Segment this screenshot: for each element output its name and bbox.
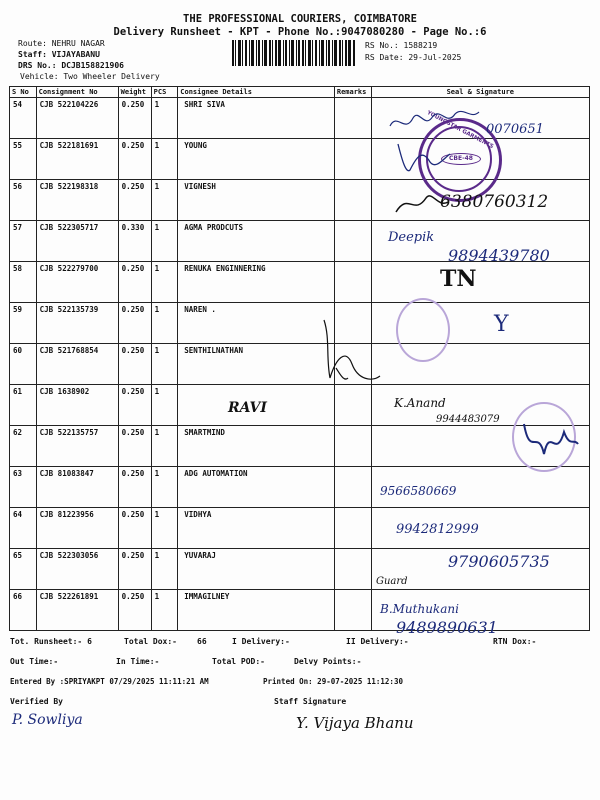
- verified-by-label: Verified By: [10, 697, 63, 706]
- rs-number: RS No.: 1588219: [365, 41, 438, 50]
- pcs-cell: 1: [151, 385, 178, 426]
- weight-cell: 0.250: [118, 344, 151, 385]
- consignee-name: VIDHYA: [184, 510, 212, 519]
- consignee-name: SENTHILNATHAN: [184, 346, 243, 355]
- signature-scribble: [392, 140, 452, 180]
- delvy-points: Delvy Points:-: [294, 657, 362, 666]
- signature-scribble: [316, 318, 386, 398]
- consignee-name: SMARTMIND: [184, 428, 225, 437]
- consignee-name: [181, 387, 184, 396]
- weight-cell: 0.250: [118, 180, 151, 221]
- handwritten-number: 0070651: [486, 122, 544, 137]
- tot-runsheet: Tot. Runsheet:- 6: [10, 637, 92, 646]
- pcs-cell: 1: [151, 221, 178, 262]
- signature-cell: [371, 262, 589, 303]
- entered-by: Entered By :SPRIYAKPT 07/29/2025 11:11:21 AM: [10, 677, 209, 686]
- consignee-name: RENUKA ENGINNERING: [184, 264, 266, 273]
- pcs-cell: 1: [151, 590, 178, 631]
- remarks-cell: [334, 426, 371, 467]
- consignee-cell: [178, 139, 335, 180]
- pcs-cell: 1: [151, 303, 178, 344]
- weight-cell: 0.250: [118, 303, 151, 344]
- handwritten-name: B.Muthukani: [380, 602, 459, 616]
- consignee-cell: [178, 221, 335, 262]
- handwritten-name: Deepik: [388, 230, 435, 245]
- consignment-cell: CJB 81223956: [36, 508, 118, 549]
- consignment-cell: CJB 522198318: [36, 180, 118, 221]
- handwritten-mark: Y: [494, 312, 509, 337]
- table-row: [10, 262, 590, 303]
- rtn-dox: RTN Dox:-: [493, 637, 537, 646]
- weight-cell: 0.250: [118, 139, 151, 180]
- sno-cell: 57: [10, 221, 37, 262]
- total-dox-value: 66: [197, 637, 207, 646]
- consignment-cell: CJB 522261891: [36, 590, 118, 631]
- table-row: [10, 344, 590, 385]
- staff-label: Staff: VIJAYABANU: [18, 50, 100, 59]
- pcs-cell: 1: [151, 180, 178, 221]
- remarks-cell: [334, 508, 371, 549]
- consignment-cell: CJB 522305717: [36, 221, 118, 262]
- sno-cell: 61: [10, 385, 37, 426]
- total-pod: Total POD:-: [212, 657, 265, 666]
- sno-cell: 62: [10, 426, 37, 467]
- handwritten-initials: TN: [440, 266, 477, 292]
- route-label: Route: NEHRU NAGAR: [18, 39, 105, 48]
- runsheet-table: [9, 86, 590, 631]
- handwritten-phone: 9944483079: [436, 414, 500, 425]
- consignee-name: AGMA PRODCUTS: [184, 223, 243, 232]
- consignment-cell: CJB 521768854: [36, 344, 118, 385]
- handwritten-phone: 9942812999: [396, 522, 479, 537]
- consignment-cell: CJB 522279700: [36, 262, 118, 303]
- pcs-cell: 1: [151, 139, 178, 180]
- col-pcs: PCS: [151, 87, 178, 98]
- sno-cell: 65: [10, 549, 37, 590]
- handwritten-phone: 6380760312: [440, 192, 549, 212]
- consignment-cell: CJB 522135757: [36, 426, 118, 467]
- weight-cell: 0.250: [118, 385, 151, 426]
- consignment-cell: CJB 522303056: [36, 549, 118, 590]
- pcs-cell: 1: [151, 344, 178, 385]
- staff-signature-label: Staff Signature: [274, 697, 347, 706]
- weight-cell: 0.250: [118, 590, 151, 631]
- consignment-cell: CJB 1638902: [36, 385, 118, 426]
- remarks-cell: [334, 549, 371, 590]
- stamp-text: YOUNGSTAR GARMENTS: [425, 109, 495, 151]
- sno-cell: 54: [10, 98, 37, 139]
- consignee-cell: [178, 426, 335, 467]
- handwritten-name: RAVI: [228, 400, 267, 416]
- in-time: In Time:-: [116, 657, 160, 666]
- pcs-cell: 1: [151, 262, 178, 303]
- pcs-cell: 1: [151, 98, 178, 139]
- consignment-cell: CJB 522135739: [36, 303, 118, 344]
- table-row: [10, 385, 590, 426]
- printed-on: Printed On: 29-07-2025 11:12:30: [263, 677, 403, 686]
- faded-stamp: [396, 298, 450, 362]
- pcs-cell: 1: [151, 467, 178, 508]
- remarks-cell: [334, 221, 371, 262]
- consignment-cell: CJB 522104226: [36, 98, 118, 139]
- consignee-name: NAREN .: [184, 305, 216, 314]
- handwritten-note: Guard: [376, 576, 408, 587]
- sno-cell: 59: [10, 303, 37, 344]
- weight-cell: 0.250: [118, 426, 151, 467]
- verifier-signature: P. Sowliya: [12, 712, 83, 728]
- total-dox-label: Total Dox:-: [124, 637, 177, 646]
- weight-cell: 0.250: [118, 98, 151, 139]
- table-row: [10, 426, 590, 467]
- consignee-cell: [178, 549, 335, 590]
- sno-cell: 66: [10, 590, 37, 631]
- pcs-cell: 1: [151, 549, 178, 590]
- consignee-name: VIGNESH: [184, 182, 216, 191]
- remarks-cell: [334, 98, 371, 139]
- remarks-cell: [334, 262, 371, 303]
- table-header-row: [10, 87, 590, 98]
- table-row: [10, 467, 590, 508]
- consignee-name: IMMAGILNEY: [184, 592, 230, 601]
- col-remarks: Remarks: [334, 87, 371, 98]
- stamp-code: CBE-48: [441, 153, 481, 165]
- sno-cell: 63: [10, 467, 37, 508]
- runsheet-subtitle: Delivery Runsheet - KPT - Phone No.:9047080280 - Page No.:6: [113, 26, 487, 38]
- consignee-cell: [178, 303, 335, 344]
- ii-delivery: II Delivery:-: [346, 637, 409, 646]
- sno-cell: 55: [10, 139, 37, 180]
- weight-cell: 0.250: [118, 262, 151, 303]
- drs-label: DRS No.: DCJB158821906: [18, 61, 124, 70]
- company-title: THE PROFESSIONAL COURIERS, COIMBATORE: [183, 13, 417, 25]
- remarks-cell: [334, 590, 371, 631]
- consignee-name: YOUNG: [184, 141, 207, 150]
- rs-date: RS Date: 29-Jul-2025: [365, 53, 462, 62]
- weight-cell: 0.250: [118, 467, 151, 508]
- pcs-cell: 1: [151, 508, 178, 549]
- sno-cell: 64: [10, 508, 37, 549]
- sno-cell: 58: [10, 262, 37, 303]
- handwritten-name: K.Anand: [394, 396, 446, 410]
- table-row: [10, 590, 590, 631]
- i-delivery: I Delivery:-: [232, 637, 290, 646]
- consignee-cell: [178, 508, 335, 549]
- vehicle-label: Vehicle: Two Wheeler Delivery: [20, 72, 160, 81]
- barcode-image: [232, 40, 357, 66]
- consignee-cell: [178, 180, 335, 221]
- staff-signature: Y. Vijaya Bhanu: [296, 714, 414, 732]
- consignment-cell: CJB 522181691: [36, 139, 118, 180]
- pcs-cell: 1: [151, 426, 178, 467]
- col-sno: S No: [10, 87, 37, 98]
- col-consignment: Consignment No: [36, 87, 118, 98]
- handwritten-phone: 9790605735: [448, 552, 550, 571]
- consignment-cell: CJB 81083847: [36, 467, 118, 508]
- consignee-cell: [178, 98, 335, 139]
- remarks-cell: [334, 467, 371, 508]
- consignee-cell: [178, 467, 335, 508]
- consignee-name: ADG AUTOMATION: [184, 469, 248, 478]
- handwritten-phone: 9489890631: [396, 618, 498, 637]
- consignee-name: YUVARAJ: [184, 551, 216, 560]
- out-time: Out Time:-: [10, 657, 59, 666]
- sno-cell: 56: [10, 180, 37, 221]
- remarks-cell: [334, 180, 371, 221]
- sno-cell: 60: [10, 344, 37, 385]
- table-row: [10, 139, 590, 180]
- handwritten-phone: 9894439780: [448, 246, 550, 265]
- col-consignee: Consignee Details: [178, 87, 335, 98]
- consignee-name: SHRI SIVA: [184, 100, 225, 109]
- consignee-cell: [178, 344, 335, 385]
- handwritten-signature: 9566580669: [380, 484, 457, 498]
- weight-cell: 0.250: [118, 508, 151, 549]
- table-row: [10, 508, 590, 549]
- consignee-cell: [178, 262, 335, 303]
- consignee-cell: [178, 590, 335, 631]
- weight-cell: 0.330: [118, 221, 151, 262]
- col-weight: Weight: [118, 87, 151, 98]
- signature-scribble: [385, 104, 485, 144]
- signature-scribble: [520, 418, 580, 468]
- col-signature: Seal & Signature: [371, 87, 589, 98]
- weight-cell: 0.250: [118, 549, 151, 590]
- remarks-cell: [334, 139, 371, 180]
